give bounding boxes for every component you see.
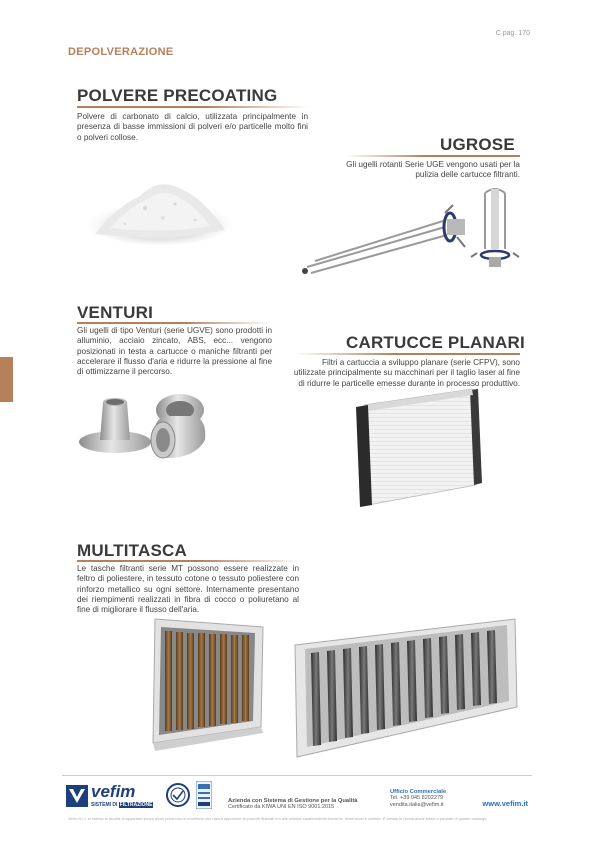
kiwa-mark-icon	[196, 781, 212, 809]
multitasca-image-front	[145, 615, 270, 755]
footer-divider	[62, 775, 532, 776]
vefim-logo-name: vefim	[91, 782, 136, 801]
multitasca-image-side	[285, 615, 520, 765]
multitasca-text: Le tasche filtranti serie MT possono essere realizzate in feltro di poliestere, in tessuto cotone o tessuto poliestere con rinforzo metallico su ogni settore. Internamente presentano dei riempimenti realizzati in fibra di cocco o poliuretano al fine di migliorare il flusso dell'aria.	[77, 564, 299, 615]
quality-block	[228, 798, 358, 811]
venturi-text: Gli ugelli di tipo Venturi (serie UGVE) sono prodotti in alluminio, acciaio zincato, ABS, ecc... vengono posizionati in testa a cartucce o maniche filtranti per accelerare il flusso d'aria e ridurre la pressione al fine di ottimizzarne il percorso.	[77, 326, 272, 377]
office-email[interactable]: vendita.italia@vefim.it	[390, 802, 444, 808]
section-label: DEPOLVERAZIONE	[68, 46, 174, 58]
venturi-image	[75, 388, 225, 468]
multitasca-title: MULTITASCA	[77, 541, 187, 560]
ugrose-image	[295, 185, 525, 280]
polvere-text: Polvere di carbonato di calcio, utilizzata principalmente in presenza di basse immissioni di polveri e/o particelle molto fini o polveri collose.	[77, 112, 308, 142]
office-tel: Tel. +39 045 8202279	[390, 795, 444, 801]
ugrose-title: UGROSE	[440, 135, 515, 154]
quality-title: Azienda con Sistema di Gestione per la Qualità	[228, 798, 358, 804]
polvere-section	[77, 86, 277, 106]
page-reference: C pag. 170	[495, 30, 530, 37]
cartucce-title: CARTUCCE PLANARI	[346, 333, 525, 352]
polvere-underline	[77, 106, 309, 108]
cartucce-image	[352, 385, 487, 510]
ugrose-text: Gli ugelli rotanti Serie UGE vengono usati per la pulizia delle cartucce filtranti.	[346, 160, 520, 180]
multitasca-section	[77, 541, 187, 561]
vefim-logo-sub-b: FILTRAZIONE	[119, 802, 153, 808]
cartucce-section	[346, 333, 525, 353]
office-block	[390, 789, 446, 809]
vefim-logo-sub-a: SISTEMI DI	[91, 802, 118, 808]
polvere-title: POLVERE PRECOATING	[77, 86, 278, 105]
cartucce-underline	[294, 353, 520, 355]
venturi-section	[77, 303, 153, 323]
cartucce-text: Filtri a cartuccia a sviluppo planare (serie CFPV), sono utilizzate principalmente su macchinari per il taglio laser al fine di ridurre le particelle emesse durante in processo produttivo.	[293, 358, 520, 388]
office-title: Ufficio Commerciale	[390, 789, 447, 795]
website-link[interactable]: www.vefim.it	[482, 799, 528, 808]
polvere-image	[85, 168, 235, 248]
venturi-title: VENTURI	[77, 303, 154, 322]
ugrose-underline	[346, 155, 520, 157]
quality-cert: Certificato da KIWA UNI EN ISO 9001:2015	[228, 804, 335, 810]
ugrose-section	[440, 135, 515, 155]
side-tab-marker	[0, 357, 13, 402]
certification-seal-icon	[166, 781, 190, 809]
vefim-logo	[66, 783, 161, 811]
venturi-underline	[77, 322, 272, 324]
footer-disclaimer: Vefim S.r.l. si riserva la facoltà di apportare senza alcun preavviso le modifiche che riterrà opportune ai prodotti illustrati e/o alle relative caratteristiche tecniche, dimensioni e schede. È vietata la riproduzione totale o parziale di questo catalogo.	[68, 817, 488, 821]
multitasca-underline	[77, 560, 300, 562]
